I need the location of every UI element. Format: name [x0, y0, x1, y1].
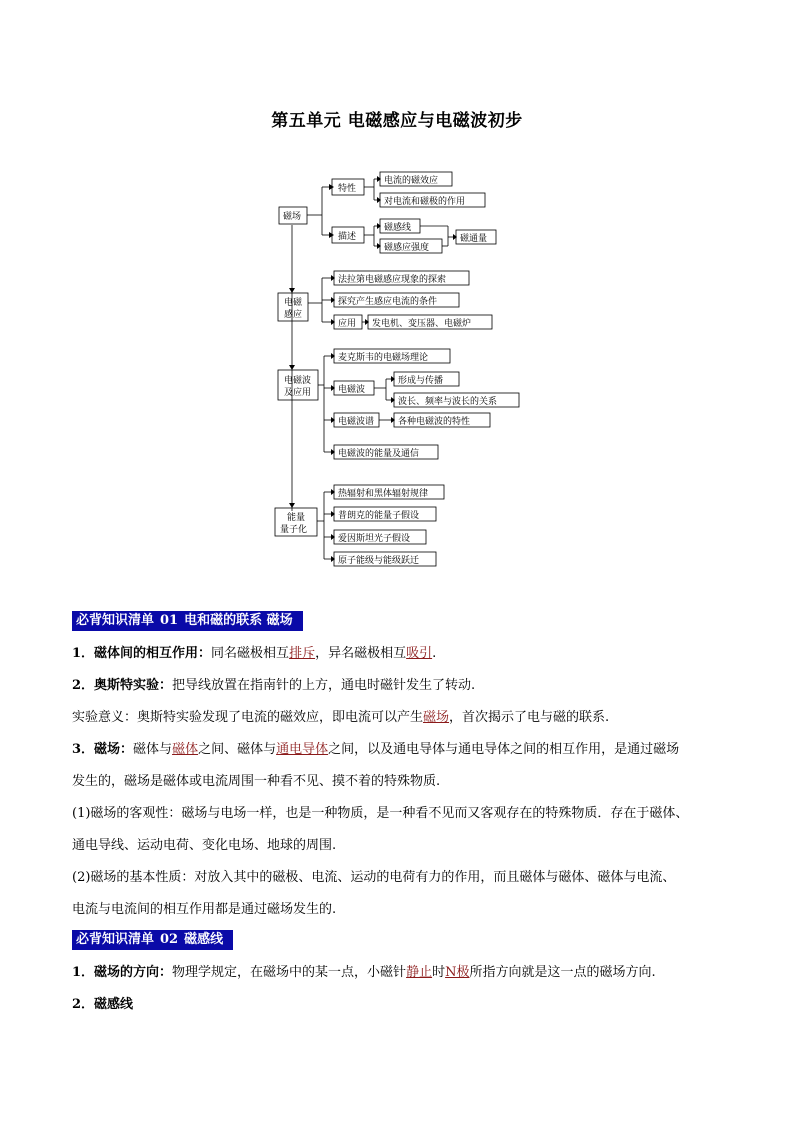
section-title: 磁感线: [184, 932, 224, 947]
mm-ganying-item: 探究产生感应电流的条件: [338, 297, 438, 307]
answer-blank: N极: [445, 965, 470, 980]
paragraph-magnetic-field: 3．磁场：磁体与磁体之间、磁体与通电导体之间，以及通电导体与通电导体之间的相互作用，是通过磁场: [72, 742, 680, 757]
mm-liangzi-item: 爱因斯坦光子假设: [338, 534, 411, 544]
answer-blank: 磁场: [423, 710, 450, 725]
paragraph-field-lines: 2．磁感线: [72, 997, 134, 1012]
paragraph-objectivity-cont: 通电导线、运动电荷、变化电场、地球的周围.: [72, 838, 337, 853]
section-header-02: [72, 930, 233, 950]
mm-liangzi-item: 热辐射和黑体辐射规律: [338, 489, 429, 499]
mm-miaoshu-item: 磁感应强度: [384, 243, 430, 253]
section-header-01: [72, 611, 303, 631]
answer-blank: 磁体: [172, 742, 199, 757]
mm-liangzi-line1: 能量: [287, 513, 306, 523]
mm-maikesiwei: 麦克斯韦的电磁场理论: [338, 353, 429, 363]
mm-texing-item: 对电流和磁极的作用: [384, 197, 466, 207]
mm-bopu-item: 各种电磁波的特性: [398, 417, 471, 427]
mm-miaoshu-item: 磁感线: [384, 223, 412, 233]
mm-yingyong-item: 发电机、变压器、电磁炉: [372, 319, 472, 329]
mm-liangzi-item: 普朗克的能量子假设: [338, 511, 420, 521]
section-number: 01: [160, 613, 179, 628]
paragraph-basic-property: (2)磁场的基本性质：对放入其中的磁极、电流、运动的电荷有力的作用，而且磁体与磁体、磁体与电流、: [72, 870, 676, 885]
mm-ganying-item: 法拉第电磁感应现象的探索: [338, 275, 447, 285]
mm-liangzi-item: 原子能级与能级跃迁: [338, 556, 420, 566]
mm-nengliang-tongxin: 电磁波的能量及通信: [338, 449, 420, 459]
section-tag: 必背知识清单: [76, 613, 155, 628]
paragraph-field-direction: 1．磁场的方向：物理学规定，在磁场中的某一点，小磁针静止时N极所指方向就是这一点的磁场方向.: [72, 965, 656, 980]
answer-blank: 通电导体: [276, 742, 329, 757]
answer-blank: 排斥: [289, 646, 316, 661]
paragraph-oersted: 2．奥斯特实验：把导线放置在指南针的上方，通电时磁针发生了转动.: [72, 678, 476, 693]
mm-yingyong: 应用: [338, 319, 357, 329]
mm-diancibopu: 电磁波谱: [338, 417, 375, 427]
paragraph-magnetic-interaction: 1．磁体间的相互作用：同名磁极相互排斥，异名磁极相互吸引.: [72, 646, 437, 661]
mm-cichang: 磁场: [283, 212, 302, 222]
mm-ganying-line2: 感应: [284, 310, 303, 320]
paragraph-basic-property-cont: 电流与电流间的相互作用都是通过磁场发生的.: [72, 902, 337, 917]
answer-blank: 吸引: [406, 646, 433, 661]
mm-texing: 特性: [338, 184, 357, 194]
mm-diancibo-item: 波长、频率与波长的关系: [398, 397, 498, 407]
paragraph-objectivity: (1)磁场的客观性：磁场与电场一样，也是一种物质，是一种看不见而又客观存在的特殊物质．存在于磁体、: [72, 806, 689, 821]
section-tag: 必背知识清单: [76, 932, 155, 947]
mm-ganying-line1: 电磁: [284, 298, 303, 308]
section-title: 电和磁的联系 磁场: [184, 613, 293, 628]
mm-liangzi-line2: 量子化: [280, 525, 308, 535]
mm-diancibo-item: 形成与传播: [398, 376, 444, 386]
section-number: 02: [160, 932, 179, 947]
mm-diancibo: 电磁波: [338, 385, 366, 395]
mm-diancibo-line1: 电磁波: [284, 376, 312, 386]
mm-citongliang: 磁通量: [460, 234, 488, 244]
mm-miaoshu: 描述: [338, 232, 357, 242]
knowledge-mindmap: [270, 165, 530, 575]
paragraph-magnetic-field-cont: 发生的，磁场是磁体或电流周围一种看不见、摸不着的特殊物质.: [72, 774, 441, 789]
mm-texing-item: 电流的磁效应: [384, 176, 439, 186]
mm-diancibo-line2: 及应用: [284, 388, 312, 398]
paragraph-significance: 实验意义：奥斯特实验发现了电流的磁效应，即电流可以产生磁场，首次揭示了电与磁的联系.: [72, 710, 610, 725]
answer-blank: 静止: [406, 965, 433, 980]
page-title: 第五单元 电磁感应与电磁波初步: [271, 111, 523, 131]
